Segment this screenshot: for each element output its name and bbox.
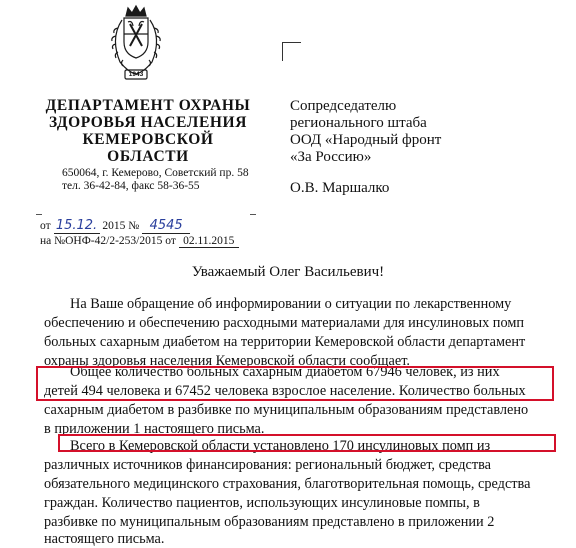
paragraph3-line: разбивке по муниципальным образованиям представлено в приложении 2 [44,514,495,530]
paragraph1-line: охраны здоровья населения Кемеровской области сообщает. [44,353,410,369]
paragraph2-line: сахарным диабетом в разбивке по муниципальным образованиям представлено [44,402,529,418]
reply-reference-date: 02.11.2015 [179,235,239,248]
paragraph2-line: в приложении 1 настоящего письма. [44,421,265,437]
org-line-4: ОБЛАСТИ [107,148,189,165]
salutation: Уважаемый Олег Васильевич! [191,264,385,280]
paragraph1-line: больных сахарным диабетом на территории Кемеровской области департамент [44,334,526,350]
paragraph3-line: обязательного медицинского страхования, благотворительная помощь, средства [44,476,531,492]
organization-contacts [62,167,249,193]
recipient-name: О.В. Маршалко [290,180,390,196]
highlight-box-pump-count [58,434,556,452]
paragraph1-line: На Ваше обращение об информировании о ситуации по лекарственному [70,296,512,312]
registration-line [40,218,190,234]
registration-date-handwritten: 15.12. [54,218,100,234]
org-line-2: ЗДОРОВЬЯ НАСЕЛЕНИЯ [48,114,248,131]
reply-reference-line [40,235,239,248]
recipient-corner-mark [282,42,301,61]
organization-name [18,97,278,165]
org-address: 650064, г. Кемерово, Советский пр. 58 [62,167,249,179]
paragraph3-line: различных источников финансирования: региональный бюджет, средства [44,457,492,473]
registration-year-label: 2015 № [102,220,140,232]
coat-of-arms-year: 1943 [128,71,144,78]
recipient-line-4: «За Россию» [290,149,372,165]
paragraph2-line: детей 494 человека и 67452 человека взрослое население. Количество больных [44,383,526,399]
recipient-line-1: Сопредседателю [290,98,397,114]
paragraph2-line: Общее количество больных сахарным диабетом 67946 человек, из них [70,364,500,380]
registration-number-handwritten: 4545 [142,218,190,234]
paragraph1-line: обеспечению и обеспечению расходными материалами для инсулиновых помп [44,315,525,331]
recipient-line-3: ООД «Народный фронт [290,132,442,148]
paragraph3-line: граждан. Количество пациентов, использующих инсулиновые помпы, в [44,495,480,511]
org-line-1: ДЕПАРТАМЕНТ ОХРАНЫ [45,97,251,114]
highlight-box-children-count [36,366,554,401]
paragraph3-line: Всего в Кемеровской области установлено 170 инсулиновых помп из [70,438,491,454]
registration-from-label: от [40,220,51,232]
reply-reference-label: на №ОНФ-42/2-253/2015 от [40,235,176,247]
org-line-3: КЕМЕРОВСКОЙ [82,131,214,148]
registration-tick-right [250,214,256,221]
recipient-line-2: регионального штаба [290,115,427,131]
paragraph3-line: настоящего письма. [44,531,165,547]
org-phone: тел. 36-42-84, факс 58-36-55 [62,180,200,192]
recipient-block [290,98,441,166]
